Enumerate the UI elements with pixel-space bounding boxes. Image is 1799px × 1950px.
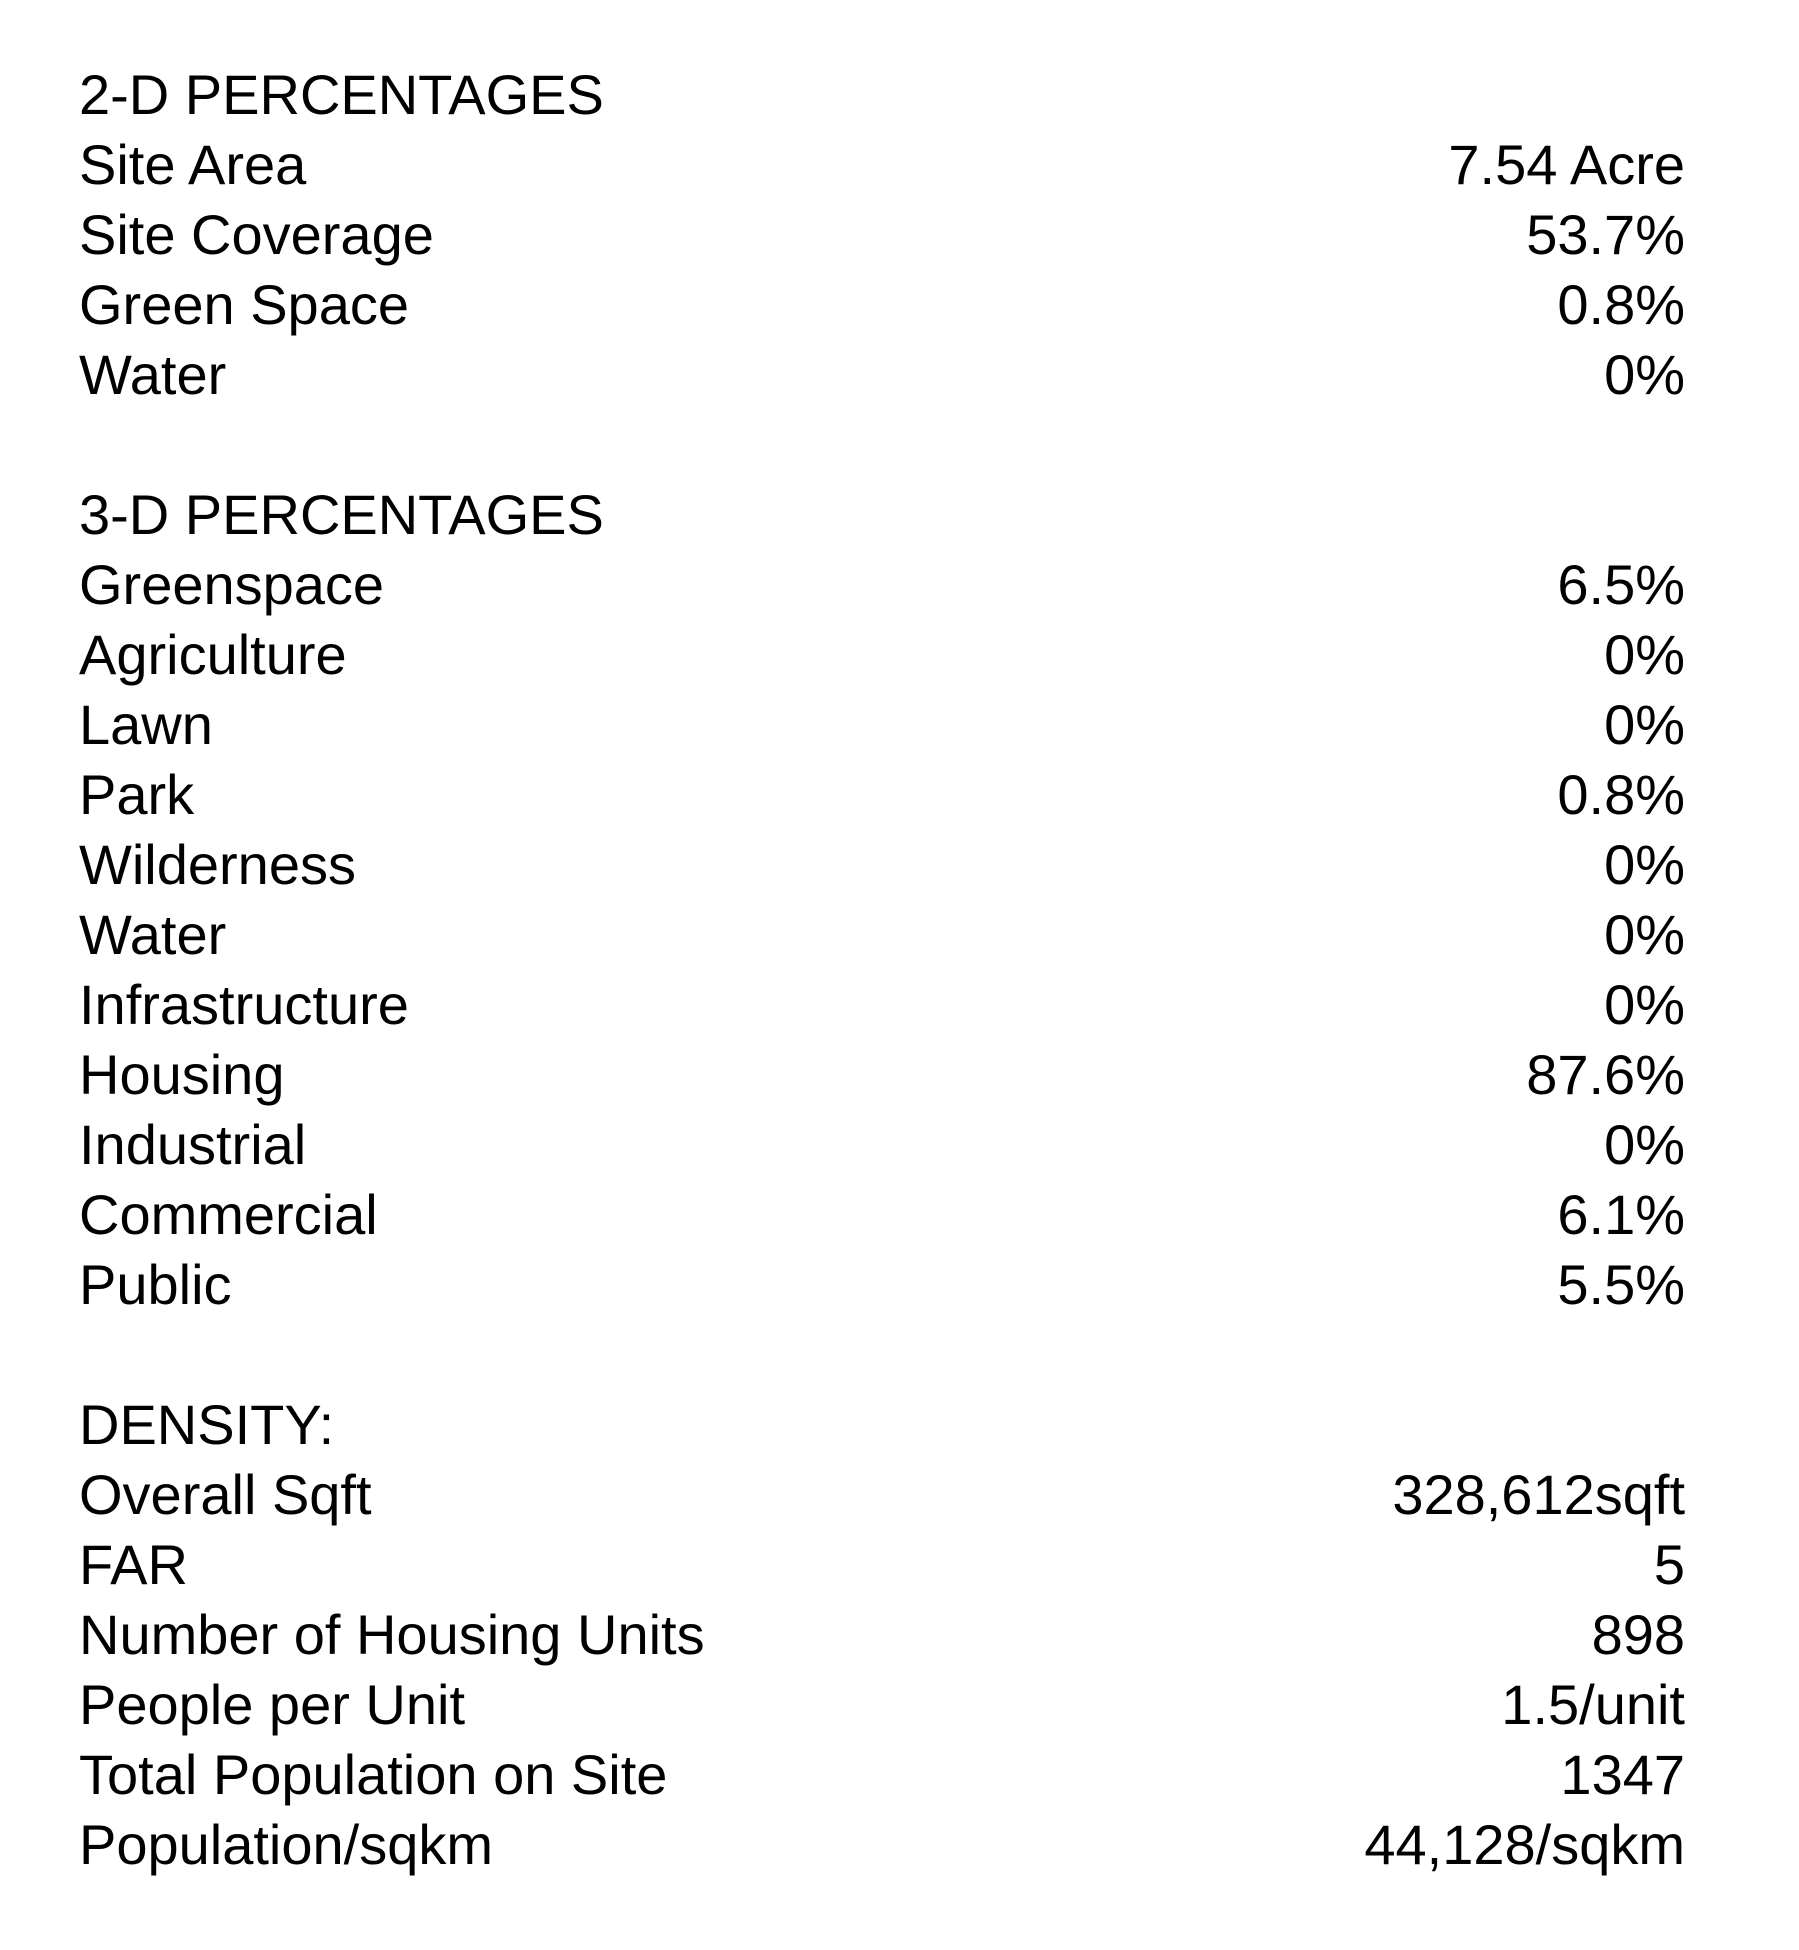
stat-row-housing-units	[79, 1600, 1685, 1670]
stat-row-infrastructure	[79, 970, 1685, 1040]
stat-value: 0.8%	[1557, 273, 1685, 336]
stat-value: 0%	[1604, 903, 1685, 966]
stat-value: 0%	[1604, 693, 1685, 756]
stat-row-site-area	[79, 130, 1685, 200]
stat-row-water	[79, 900, 1685, 970]
section-2d-percentages	[79, 60, 1685, 410]
stat-label: Commercial	[79, 1183, 378, 1246]
stat-row-total-population	[79, 1740, 1685, 1810]
stat-value: 87.6%	[1526, 1043, 1685, 1106]
stat-label: FAR	[79, 1533, 188, 1596]
stat-row-water	[79, 340, 1685, 410]
stat-row-greenspace	[79, 550, 1685, 620]
stat-row-agriculture	[79, 620, 1685, 690]
stat-value: 898	[1591, 1603, 1685, 1666]
stat-row-population-density	[79, 1810, 1685, 1880]
stat-row-far	[79, 1530, 1685, 1600]
stat-label: Water	[79, 343, 227, 406]
stat-label: Public	[79, 1253, 232, 1316]
stat-value: 0%	[1604, 833, 1685, 896]
stat-value: 44,128/sqkm	[1364, 1813, 1685, 1876]
section-heading: 2-D PERCENTAGES	[79, 63, 604, 126]
stat-value: 1.5/unit	[1501, 1673, 1685, 1736]
stat-label: Industrial	[79, 1113, 307, 1176]
stat-label: Park	[79, 763, 195, 826]
site-statistics-sheet	[79, 60, 1685, 1950]
stat-label: Site Coverage	[79, 203, 434, 266]
stat-row-industrial	[79, 1110, 1685, 1180]
stat-value: 328,612sqft	[1392, 1463, 1685, 1526]
stat-row-public	[79, 1250, 1685, 1320]
stat-row-lawn	[79, 690, 1685, 760]
stat-value: 0.8%	[1557, 763, 1685, 826]
stat-label: Green Space	[79, 273, 409, 336]
stat-row-housing	[79, 1040, 1685, 1110]
stat-label: People per Unit	[79, 1673, 466, 1736]
stat-label: Number of Housing Units	[79, 1603, 705, 1666]
stat-value: 0%	[1604, 623, 1685, 686]
stat-label: Water	[79, 903, 227, 966]
stat-row-wilderness	[79, 830, 1685, 900]
stat-label: Greenspace	[79, 553, 385, 616]
stat-row-people-per-unit	[79, 1670, 1685, 1740]
stat-label: Housing	[79, 1043, 285, 1106]
stat-value: 6.1%	[1557, 1183, 1685, 1246]
stat-value: 0%	[1604, 1113, 1685, 1176]
stat-value: 1347	[1560, 1743, 1685, 1806]
stat-row-site-coverage	[79, 200, 1685, 270]
section-heading: 3-D PERCENTAGES	[79, 483, 604, 546]
section-heading: DENSITY:	[79, 1393, 335, 1456]
stat-label: Infrastructure	[79, 973, 409, 1036]
stat-value: 0%	[1604, 973, 1685, 1036]
stat-value: 7.54 Acre	[1448, 133, 1685, 196]
stat-value: 5	[1653, 1533, 1685, 1596]
stat-label: Total Population on Site	[79, 1743, 668, 1806]
stat-label: Overall Sqft	[79, 1463, 372, 1526]
stat-value: 6.5%	[1557, 553, 1685, 616]
stat-row-commercial	[79, 1180, 1685, 1250]
stat-row-overall-sqft	[79, 1460, 1685, 1530]
stat-value: 0%	[1604, 343, 1685, 406]
stat-row-park	[79, 760, 1685, 830]
stat-label: Wilderness	[79, 833, 356, 896]
section-density	[79, 1390, 1685, 1880]
stat-value: 53.7%	[1526, 203, 1685, 266]
stat-label: Agriculture	[79, 623, 347, 686]
section-3d-percentages	[79, 480, 1685, 1320]
stat-label: Site Area	[79, 133, 307, 196]
stat-label: Lawn	[79, 693, 213, 756]
stat-row-green-space	[79, 270, 1685, 340]
stat-value: 5.5%	[1557, 1253, 1685, 1316]
stat-label: Population/sqkm	[79, 1813, 494, 1876]
